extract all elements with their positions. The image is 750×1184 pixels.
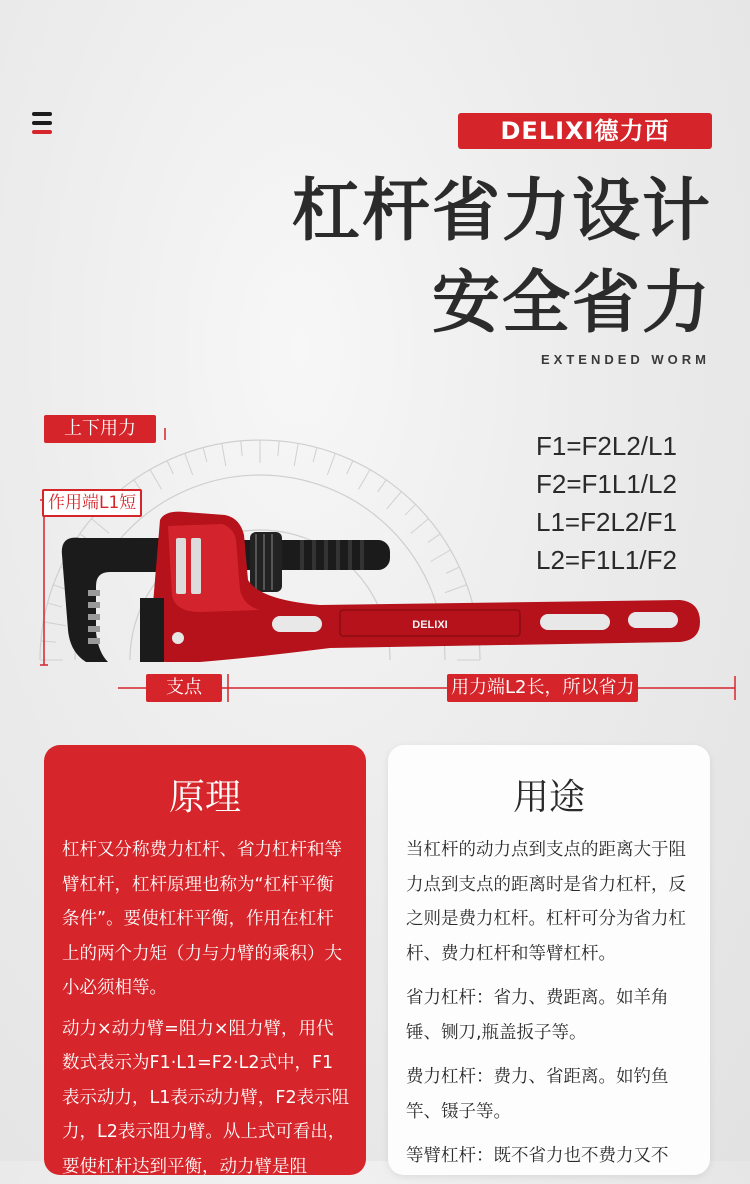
usage-paragraph: 省力杠杆：省力、费距离。如羊角锤、铡刀,瓶盖扳子等。	[406, 981, 694, 1050]
headline-line-2: 安全省力	[432, 262, 712, 346]
formula-3: L1=F2L2/F1	[536, 503, 677, 541]
headline-subtitle-en: EXTENDED WORM	[541, 352, 710, 367]
principle-paragraph: 动力×动力臂=阻力×阻力臂，用代数式表示为F1·L1=F2·L2式中，F1表示动力，L1表示动力臂，F2表示阻力，L2表示阻力臂。从上式可看出，要使杠杆达到平衡，动力臂是阻	[62, 1012, 350, 1184]
principle-paragraph: 杠杆又分称费力杠杆、省力杠杆和等臂杠杆，杠杆原理也称为“杠杆平衡条件”。要使杠杆平衡，作用在杠杆上的两个力矩（力与力臂的乘积）大小必须相等。	[62, 833, 350, 1006]
brand-logo: DELIXI德力西	[458, 113, 712, 149]
usage-title: 用途	[388, 775, 710, 821]
principle-card	[44, 745, 366, 1175]
label-power-end: 用力端L2长，所以省力	[447, 674, 638, 702]
usage-paragraph: 当杠杆的动力点到支点的距离大于阻力点到支点的距离时是省力杠杆，反之则是费力杠杆。杠杆可分为省力杠杆、费力杠杆和等臂杠杆。	[406, 833, 694, 971]
formula-4: L2=F1L1/F2	[536, 541, 677, 579]
principle-body	[44, 833, 366, 1184]
label-working-end: 作用端L1短	[42, 489, 142, 517]
headline-line-1: 杠杆省力设计	[292, 170, 712, 254]
product-mark-text: DELIXI	[412, 619, 447, 631]
principle-title: 原理	[44, 775, 366, 821]
lever-diagram	[0, 400, 750, 730]
usage-paragraph: 等臂杠杆：既不省力也不费力又不	[406, 1139, 694, 1174]
usage-card	[388, 745, 710, 1175]
label-force-direction: 上下用力	[44, 415, 156, 443]
usage-body	[388, 833, 710, 1174]
usage-paragraph: 费力杠杆：费力、省距离。如钓鱼竿、镊子等。	[406, 1060, 694, 1129]
formula-2: F2=F1L1/L2	[536, 465, 677, 503]
formula-1: F1=F2L2/L1	[536, 427, 677, 465]
menu-icon[interactable]	[32, 112, 54, 136]
label-fulcrum: 支点	[146, 674, 222, 702]
